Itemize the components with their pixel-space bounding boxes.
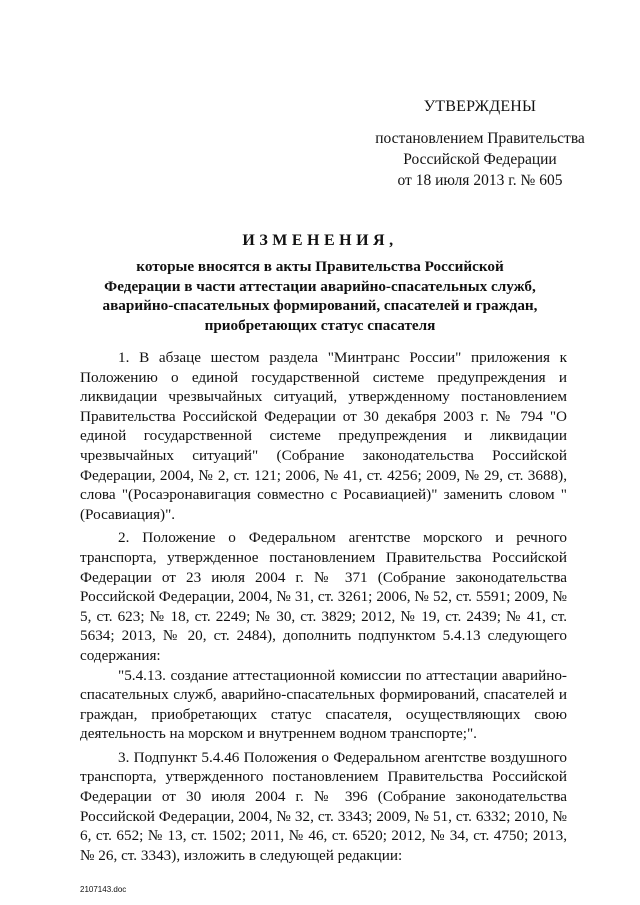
paragraph-1: 1. В абзаце шестом раздела "Минтранс России" приложения к Положению о единой государственной системе предупреждения и ликвидации чрезвычайных ситуаций, утвержденному постановлением Правительства Российской Федерации от 30 декабря 2003 г. № 794 "О единой государственной системе предупреждения и ликвидации чрезвычайных ситуаций" (Собрание законодательства Российской Федерации, 2004, № 2, ст. 121; 2006, № 41, ст. 4256; 2009, № 29, ст. 3688), слова "(Росаэронавигация совместно с Росавиацией)" заменить словом "(Росавиация)".	[80, 349, 567, 523]
paragraph-3: 3. Подпункт 5.4.46 Положения о Федеральном агентстве воздушного транспорта, утвержденного постановлением Правительства Российской Федерации от 30 июля 2004 г. № 396 (Собрание законодательства Российской Федерации, 2004, № 32, ст. 3343; 2009, № 51, ст. 6332; 2010, № 6, ст. 652; № 13, ст. 1502; 2011, № 46, ст. 6520; 2012, № 34, ст. 4750; 2013, № 26, ст. 3343), изложить в следующей редакции:	[80, 748, 567, 864]
paragraph-2-quote: "5.4.13. создание аттестационной комиссии по аттестации аварийно-спасательных служб, аварийно-спасательных формирований, спасателей и граждан, приобретающих статус спасателя, осуществляющих свою деятельность на морском и внутреннем водном транспорте;".	[80, 666, 567, 743]
approval-heading: УТВЕРЖДЕНЫ	[423, 98, 537, 115]
paragraph-2: 2. Положение о Федеральном агентстве морского и речного транспорта, утвержденное постановлением Правительства Российской Федерации от 23 июля 2004 г. № 371 (Собрание законодательства Российской Федерации, 2004, № 31, ст. 3261; 2006, № 52, ст. 5591; 2009, № 5, ст. 623; № 18, ст. 2249; № 30, ст. 3829; 2012, № 19, ст. 2439; № 41, ст. 5634; 2013, № 20, ст. 2484), дополнить подпунктом 5.4.13 следующего содержания:	[80, 529, 567, 664]
approval-line-2: Российской Федерации	[403, 151, 557, 168]
document-body	[80, 348, 567, 865]
approval-line-1: постановлением Правительства	[375, 130, 585, 147]
file-name-footer: 2107143.doc	[80, 885, 127, 894]
approval-stamp	[360, 96, 600, 191]
approval-line-3: от 18 июля 2013 г. № 605	[397, 172, 563, 189]
document-title: ИЗМЕНЕНИЯ,	[242, 232, 398, 249]
document-subtitle: которые вносятся в акты Правительства Российской Федерации в части аттестации аварийно-спасательных служб, аварийно-спасательных формирований, спасателей и граждан, приобретающих статус спасателя	[102, 258, 538, 334]
